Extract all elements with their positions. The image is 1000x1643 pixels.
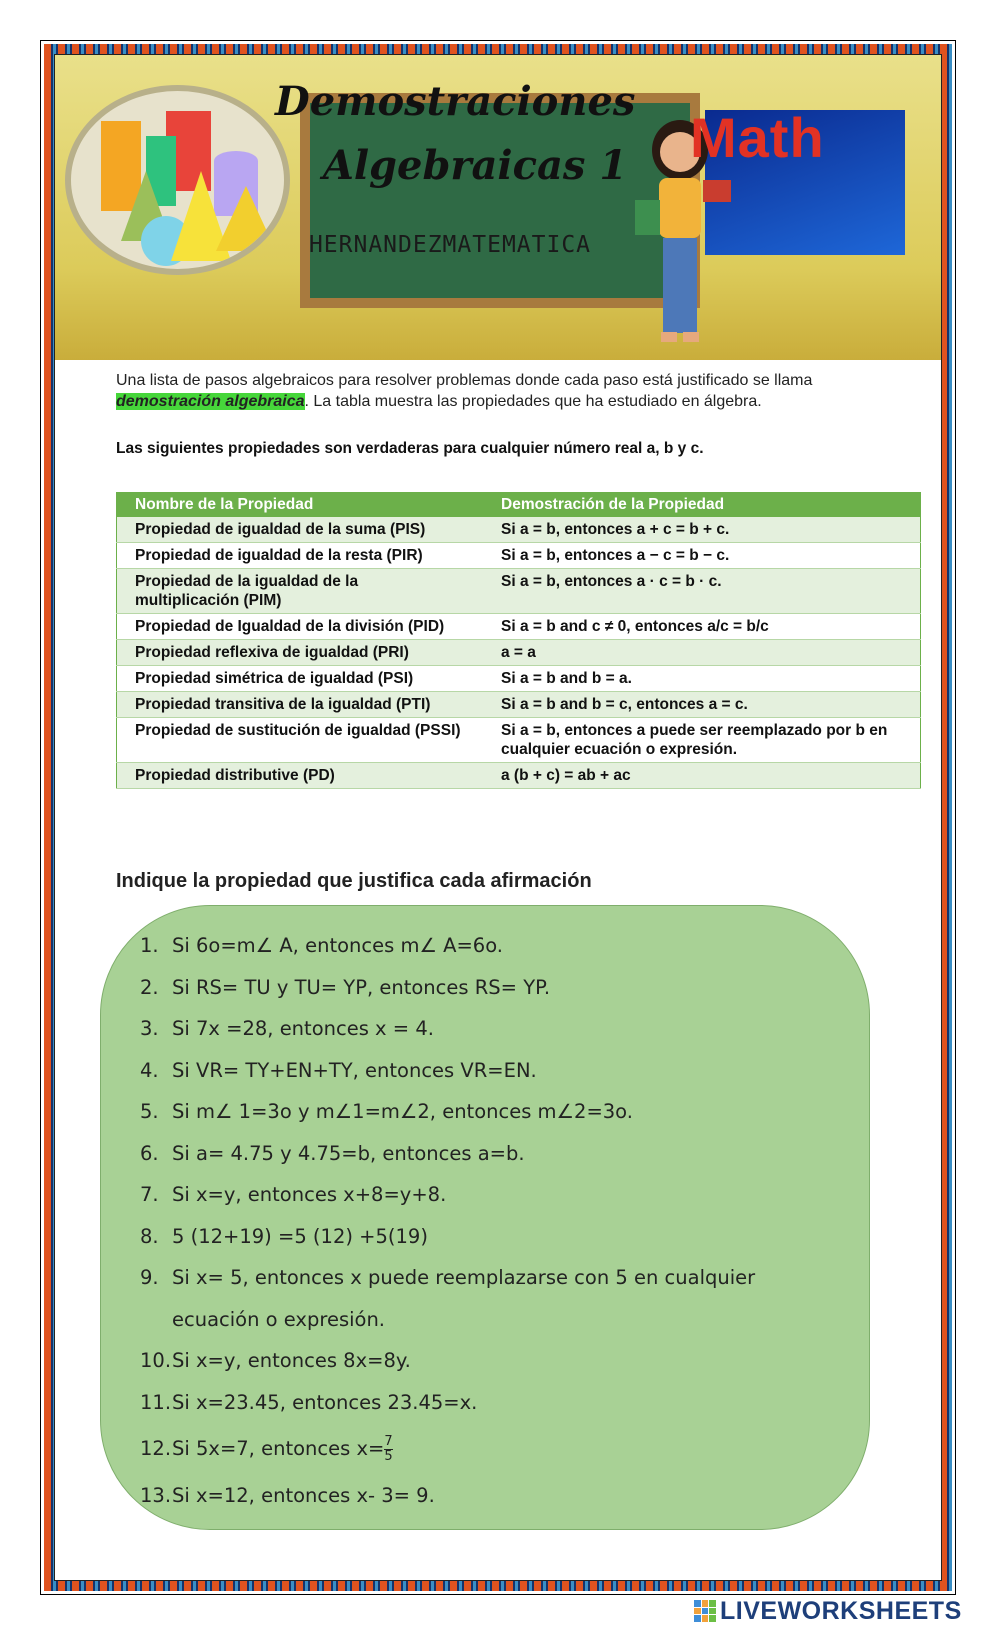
item-text: Si 6o=m∠ A, entonces m∠ A=6o. — [172, 934, 503, 957]
exercise-list — [140, 925, 850, 1517]
item-number: 6. — [140, 1141, 159, 1165]
table-row — [117, 718, 921, 763]
worksheet-title — [275, 70, 635, 198]
list-item — [140, 1216, 850, 1258]
table-row — [117, 640, 921, 666]
property-proof: Si a = b, entonces a puede ser reemplazado por b en cualquier ecuación o expresión. — [483, 718, 921, 763]
geometric-shapes-illustration — [65, 85, 290, 275]
item-text: Si RS= TU y TU= YP, entonces RS= YP. — [172, 975, 551, 999]
header-property-proof: Demostración de la Propiedad — [483, 493, 921, 518]
list-item — [140, 1174, 850, 1216]
intro-text-before: Una lista de pasos algebraicos para resolver problemas donde cada paso está justificado se llama — [116, 372, 813, 389]
property-proof: Si a = b and b = c, entonces a = c. — [483, 692, 921, 718]
item-text: Si x=y, entonces x+8=y+8. — [172, 1183, 447, 1206]
item-text: Si VR= TY+EN+TY, entonces VR=EN. — [172, 1058, 537, 1082]
highlighted-term: demostración algebraica — [116, 393, 305, 410]
item-number: 10. — [140, 1349, 172, 1372]
list-item — [140, 967, 850, 1009]
property-name: Propiedad de igualdad de la suma (PIS) — [117, 517, 484, 543]
header-property-name: Nombre de la Propiedad — [117, 493, 484, 518]
title-line-1: Demostraciones — [275, 78, 636, 125]
properties-table — [116, 492, 921, 789]
table-row — [117, 569, 921, 614]
property-name: Propiedad de Igualdad de la división (PID) — [117, 614, 484, 640]
list-item — [140, 1475, 850, 1517]
item-number: 13. — [140, 1484, 172, 1507]
item-text: Si a= 4.75 y 4.75=b, entonces a=b. — [172, 1141, 525, 1165]
property-proof: Si a = b, entonces a + c = b + c. — [483, 517, 921, 543]
table-row — [117, 692, 921, 718]
property-name: Propiedad de la igualdad de la multiplicación (PIM) — [117, 569, 484, 614]
brand-text: LIVEWORKSHEETS — [720, 1597, 962, 1625]
property-proof: a = a — [483, 640, 921, 666]
property-statement: Las siguientes propiedades son verdaderas para cualquier número real a, b y c. — [116, 440, 704, 457]
list-item — [140, 1423, 850, 1475]
footer-brand[interactable] — [694, 1597, 962, 1626]
exercise-title: Indique la propiedad que justifica cada afirmación — [116, 870, 592, 892]
fraction-numerator: 7 — [384, 1434, 393, 1449]
fraction-denominator: 5 — [384, 1449, 393, 1464]
title-line-2: Algebraicas 1 — [322, 142, 628, 189]
item-number: 4. — [140, 1058, 159, 1082]
item-text: Si 7x =28, entonces x = 4. — [172, 1017, 434, 1040]
list-item — [140, 1257, 850, 1340]
property-name: Propiedad simétrica de igualdad (PSI) — [117, 666, 484, 692]
list-item — [140, 925, 850, 967]
item-text: 5 (12+19) =5 (12) +5(19) — [172, 1224, 428, 1248]
item-number: 11. — [140, 1390, 172, 1414]
item-number: 8. — [140, 1224, 159, 1248]
item-text: Si m∠ 1=3o y m∠1=m∠2, entonces m∠2=3o. — [172, 1100, 633, 1123]
table-row — [117, 517, 921, 543]
property-name: Propiedad transitiva de la igualdad (PTI) — [117, 692, 484, 718]
intro-text-after: . La tabla muestra las propiedades que ha estudiado en álgebra. — [304, 393, 762, 410]
item-text: Si 5x=7, entonces x= — [172, 1437, 385, 1460]
list-item — [140, 1382, 850, 1424]
item-number: 3. — [140, 1017, 159, 1040]
item-number: 9. — [140, 1266, 159, 1289]
fraction — [384, 1435, 392, 1464]
item-text: Si x= 5, entonces x puede reemplazarse con 5 en cualquier ecuación o expresión. — [172, 1266, 756, 1331]
property-proof: Si a = b, entonces a · c = b · c. — [483, 569, 921, 614]
list-item — [140, 1091, 850, 1133]
property-proof: a (b + c) = ab + ac — [483, 763, 921, 789]
property-name: Propiedad distributive (PD) — [117, 763, 484, 789]
item-number: 2. — [140, 975, 159, 999]
intro-paragraph — [116, 370, 856, 412]
property-name: Propiedad de sustitución de igualdad (PSSI) — [117, 718, 484, 763]
property-name: Propiedad reflexiva de igualdad (PRI) — [117, 640, 484, 666]
table-row — [117, 666, 921, 692]
table-row — [117, 543, 921, 569]
author-subtitle: HERNANDEZMATEMATICA — [308, 232, 592, 258]
math-badge-text: Math — [690, 106, 825, 169]
item-number: 12. — [140, 1437, 172, 1460]
item-text: Si x=23.45, entonces 23.45=x. — [172, 1390, 478, 1414]
property-name: Propiedad de igualdad de la resta (PIR) — [117, 543, 484, 569]
list-item — [140, 1340, 850, 1382]
property-proof: Si a = b and b = a. — [483, 666, 921, 692]
list-item — [140, 1133, 850, 1175]
item-number: 1. — [140, 934, 159, 957]
item-text: Si x=y, entonces 8x=8y. — [172, 1349, 411, 1372]
table-header-row — [117, 493, 921, 518]
table-row — [117, 763, 921, 789]
table-row — [117, 614, 921, 640]
property-proof: Si a = b and c ≠ 0, entonces a/c = b/c — [483, 614, 921, 640]
item-text: Si x=12, entonces x- 3= 9. — [172, 1484, 435, 1507]
item-number: 7. — [140, 1183, 159, 1206]
property-proof: Si a = b, entonces a − c = b − c. — [483, 543, 921, 569]
list-item — [140, 1050, 850, 1092]
item-number: 5. — [140, 1100, 159, 1123]
list-item — [140, 1008, 850, 1050]
